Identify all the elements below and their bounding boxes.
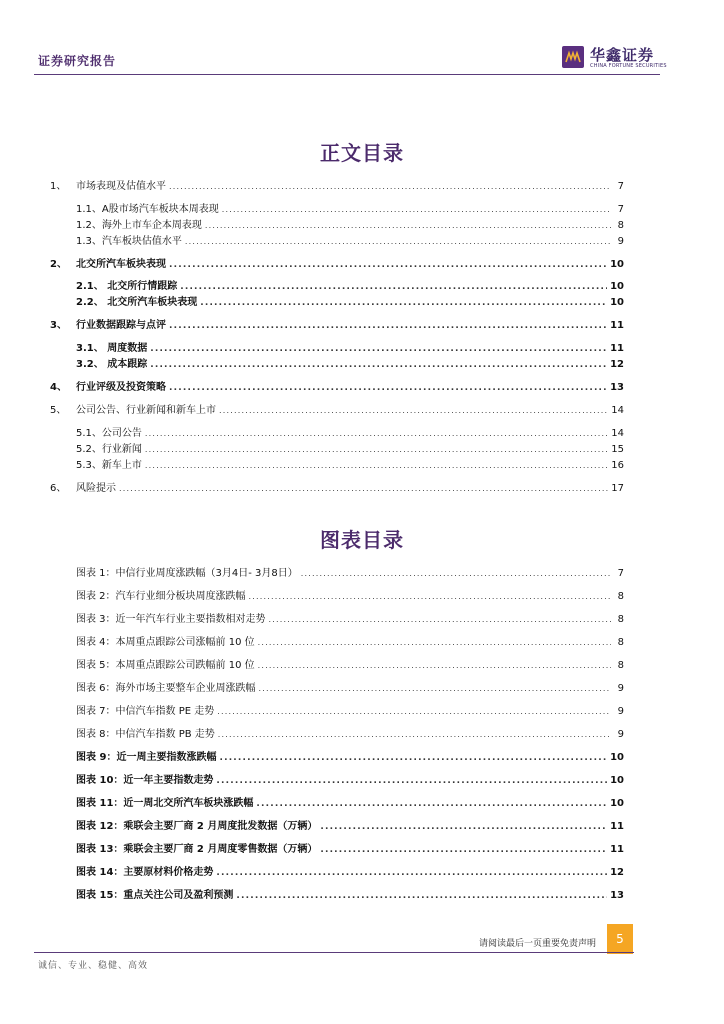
disclaimer-note: 请阅读最后一页重要免责声明	[478, 939, 596, 949]
toc-entry-text: 5.3、新车上市	[76, 460, 142, 471]
toc-page-number: 14	[611, 428, 624, 439]
page-footer	[0, 920, 724, 1020]
page-header	[0, 0, 724, 78]
leader-dots	[222, 205, 611, 214]
brand-mark-icon	[562, 46, 584, 68]
toc-entry-text: 图表 10：近一年主要指数走势	[76, 775, 214, 786]
toc-page-number: 7	[617, 181, 624, 192]
toc-entry-text: 3.1、 周度数据	[76, 343, 148, 354]
figure-entry[interactable]	[76, 587, 624, 601]
toc-page-number: 11	[610, 821, 624, 832]
leader-dots	[269, 615, 611, 624]
toc-entry-text: 图表 5：本周重点跟踪公司跌幅前 10 位	[76, 660, 255, 671]
toc-entry-text: 图表 11：近一周北交所汽车板块涨跌幅	[76, 798, 254, 809]
leader-dots	[259, 684, 611, 693]
figure-entry[interactable]	[76, 817, 624, 831]
toc-page-number: 12	[610, 359, 624, 370]
header-divider	[34, 74, 660, 75]
toc-section-entry[interactable]	[76, 232, 624, 246]
toc-page-number: 12	[610, 867, 624, 878]
page-number-badge: 5	[607, 924, 633, 954]
toc-title: 正文目录	[320, 141, 404, 165]
leader-dots	[180, 282, 607, 292]
toc-entry-text: 图表 4：本周重点跟踪公司涨幅前 10 位	[76, 637, 255, 648]
toc-page-number: 13	[610, 890, 624, 901]
toc-entry-text: 图表 12：乘联会主要厂商 2 月周度批发数据（万辆）	[76, 821, 318, 832]
toc-entry-text: 图表 9：近一周主要指数涨跌幅	[76, 752, 217, 763]
figure-entry[interactable]	[76, 886, 624, 900]
toc-section-entry[interactable]	[76, 355, 624, 369]
figure-entry[interactable]	[76, 725, 624, 739]
toc-entry-text: 北交所汽车板块表现	[76, 259, 166, 270]
figure-entry[interactable]	[76, 771, 624, 785]
toc-entry-text: 2.2、 北交所汽车板块表现	[76, 297, 198, 308]
toc-entry-number: 5、	[50, 405, 67, 416]
leader-dots	[218, 730, 611, 739]
leader-dots	[145, 429, 608, 438]
toc-page-number: 7	[617, 568, 624, 579]
toc-entry-text: 3.2、 成本跟踪	[76, 359, 148, 370]
leader-dots	[119, 484, 608, 493]
figure-entry[interactable]	[76, 748, 624, 762]
toc-page-number: 13	[610, 382, 624, 393]
toc-entry-text: 行业评级及投资策略	[76, 382, 166, 393]
toc-page-number: 10	[610, 798, 624, 809]
toc-page-number: 15	[611, 444, 624, 455]
leader-dots	[219, 753, 607, 763]
toc-entry-text: 5.2、行业新闻	[76, 444, 142, 455]
toc-entry-text: 5.1、公司公告	[76, 428, 142, 439]
footer-divider	[34, 952, 634, 953]
leader-dots	[185, 237, 611, 246]
toc-chapter-entry[interactable]	[50, 316, 624, 330]
toc-page-number: 9	[617, 683, 624, 694]
leader-dots	[256, 799, 607, 809]
toc-page-number: 10	[610, 775, 624, 786]
leader-dots	[145, 461, 608, 470]
toc-page-number: 14	[611, 405, 624, 416]
toc-section-entry[interactable]	[76, 339, 624, 353]
toc-entry-text: 图表 15：重点关注公司及盈利预测	[76, 890, 234, 901]
leader-dots	[150, 360, 607, 370]
leader-dots	[216, 776, 607, 786]
toc-page-number: 10	[610, 297, 624, 308]
toc-entry-text: 图表 14：主要原材料价格走势	[76, 867, 214, 878]
toc-entry-number: 1、	[50, 181, 67, 192]
figure-entry[interactable]	[76, 633, 624, 647]
toc-chapter-entry[interactable]	[50, 479, 624, 493]
toc-section-entry[interactable]	[76, 424, 624, 438]
brand-name-cn: 华鑫证券	[590, 46, 655, 64]
report-type-label: 证券研究报告	[38, 54, 117, 68]
toc-page-number: 10	[610, 259, 624, 270]
leader-dots	[216, 868, 607, 878]
leader-dots	[200, 298, 607, 308]
toc-entry-text: 图表 13：乘联会主要厂商 2 月周度零售数据（万辆）	[76, 844, 318, 855]
toc-entry-text: 行业数据跟踪与点评	[76, 320, 166, 331]
figure-entry[interactable]	[76, 679, 624, 693]
figures-title: 图表目录	[320, 528, 404, 552]
toc-page-number: 9	[617, 236, 624, 247]
toc-section-entry[interactable]	[76, 277, 624, 291]
toc-section-entry[interactable]	[76, 456, 624, 470]
figure-entry[interactable]	[76, 702, 624, 716]
toc-page-number: 11	[610, 844, 624, 855]
toc-chapter-entry[interactable]	[50, 378, 624, 392]
leader-dots	[258, 661, 611, 670]
toc-page-number: 8	[617, 614, 624, 625]
toc-entry-text: 市场表现及估值水平	[76, 181, 166, 192]
toc-entry-text: 2.1、 北交所行情跟踪	[76, 281, 178, 292]
toc-entry-text: 图表 3：近一年汽车行业主要指数相对走势	[76, 614, 266, 625]
leader-dots	[320, 822, 607, 832]
toc-page-number: 16	[611, 460, 624, 471]
toc-page-number: 17	[611, 483, 624, 494]
toc-entry-text: 1.3、汽车板块估值水平	[76, 236, 182, 247]
leader-dots	[320, 845, 607, 855]
leader-dots	[217, 707, 611, 716]
toc-section-entry[interactable]	[76, 200, 624, 214]
leader-dots	[301, 569, 611, 578]
toc-page-number: 11	[610, 343, 624, 354]
toc-entry-text: 风险提示	[76, 483, 116, 494]
toc-entry-text: 1.1、A股市场汽车板块本周表现	[76, 204, 219, 215]
toc-entry-text: 公司公告、行业新闻和新车上市	[76, 405, 216, 416]
toc-section-entry[interactable]	[76, 216, 624, 230]
leader-dots	[205, 221, 611, 230]
leader-dots	[169, 383, 607, 393]
toc-page-number: 9	[617, 706, 624, 717]
toc-entry-text: 图表 8：中信汽车指数 PB 走势	[76, 729, 215, 740]
footer-slogan: 诚信、专业、稳健、高效	[38, 961, 149, 971]
toc-entry-text: 图表 7：中信汽车指数 PE 走势	[76, 706, 215, 717]
leader-dots	[145, 445, 608, 454]
figure-entry[interactable]	[76, 564, 624, 578]
figure-entry[interactable]	[76, 863, 624, 877]
toc-section-entry[interactable]	[76, 293, 624, 307]
leader-dots	[249, 592, 611, 601]
toc-page-number: 8	[617, 660, 624, 671]
figure-entry[interactable]	[76, 794, 624, 808]
toc-page-number: 11	[610, 320, 624, 331]
toc-page-number: 8	[617, 637, 624, 648]
toc-entry-text: 图表 2：汽车行业细分板块周度涨跌幅	[76, 591, 246, 602]
toc-chapter-entry[interactable]	[50, 177, 624, 191]
toc-entry-number: 2、	[50, 259, 67, 270]
toc-entry-text: 图表 1：中信行业周度涨跌幅（3月4日- 3月8日）	[76, 568, 298, 579]
brand-logo	[562, 44, 667, 72]
leader-dots	[219, 406, 608, 415]
toc-page-number: 10	[610, 752, 624, 763]
toc-entry-number: 6、	[50, 483, 67, 494]
toc-entry-number: 4、	[50, 382, 67, 393]
toc-page-number: 10	[610, 281, 624, 292]
figure-entry[interactable]	[76, 840, 624, 854]
toc-page-number: 9	[617, 729, 624, 740]
figure-entry[interactable]	[76, 610, 624, 624]
toc-entry-text: 1.2、海外上市车企本周表现	[76, 220, 202, 231]
leader-dots	[169, 321, 607, 331]
toc-entry-number: 3、	[50, 320, 67, 331]
toc-page-number: 8	[617, 591, 624, 602]
toc-entry-text: 图表 6：海外市场主要整车企业周涨跌幅	[76, 683, 256, 694]
leader-dots	[169, 182, 611, 191]
figure-entry[interactable]	[76, 656, 624, 670]
brand-name-en: CHINA FORTUNE SECURITIES	[590, 63, 667, 69]
toc-chapter-entry[interactable]	[50, 401, 624, 415]
toc-page-number: 8	[617, 220, 624, 231]
toc-chapter-entry[interactable]	[50, 255, 624, 269]
leader-dots	[150, 344, 607, 354]
toc-page-number: 7	[617, 204, 624, 215]
leader-dots	[236, 891, 607, 901]
toc-section-entry[interactable]	[76, 440, 624, 454]
leader-dots	[169, 260, 607, 270]
leader-dots	[258, 638, 611, 647]
